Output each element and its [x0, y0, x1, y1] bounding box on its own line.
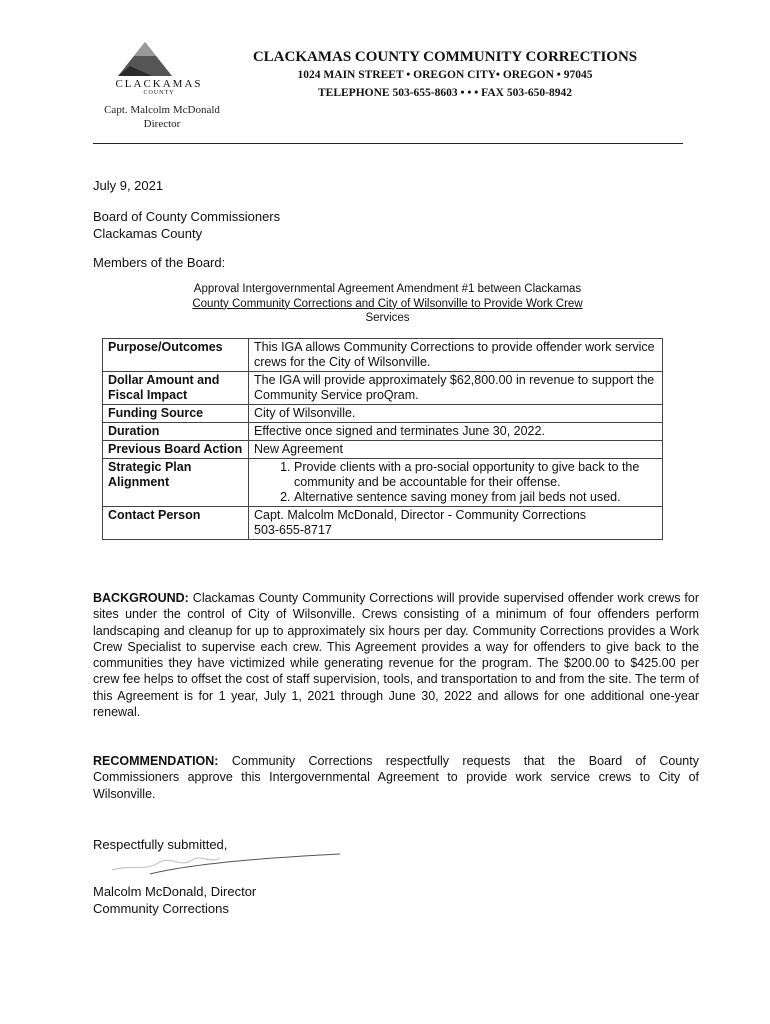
- summary-table: [102, 338, 663, 540]
- background-text: Clackamas County Community Corrections will provide supervised offender work crews for sites under the control of City of Wilsonville. Crews consisting of a minimum of four offenders perform landscaping and cleanup for up to approximately six hours per day. Community Corrections provides a Work Crew Specialist to supervise each crew. This Agreement provides a way for offenders to give back to the communities they have victimized while generating revenue for the program. The $200.00 to $425.00 per crew fee helps to offset the cost of staff supervision, tools, and transportation to and from the site. The term of this Agreement is for 1 year, July 1, 2021 through June 30, 2022 and allows for one additional one-year renewal.: [93, 591, 699, 720]
- org-title: CLACKAMAS COUNTY COMMUNITY CORRECTIONS: [252, 49, 638, 65]
- signer-name: Malcolm McDonald, Director: [93, 884, 257, 899]
- background-paragraph: [93, 590, 699, 720]
- contact-label: Contact Person: [103, 507, 249, 540]
- background-heading: BACKGROUND:: [93, 591, 189, 605]
- recommendation-text: Community Corrections respectfully requests that the Board of County Commissioners approve this Intergovernmental Agreement to provide work service crews to City of Wilsonville.: [93, 754, 699, 801]
- table-row: [103, 441, 663, 459]
- signature: [110, 842, 350, 882]
- contact-name: Capt. Malcolm McDonald, Director - Community Corrections: [254, 508, 587, 522]
- recommendation-paragraph: [93, 753, 699, 802]
- strategic-label: Strategic Plan Alignment: [103, 459, 249, 507]
- recipient-line-2: Clackamas County: [93, 226, 203, 241]
- purpose-value: This IGA allows Community Corrections to provide offender work service crews for the City of Wilsonville.: [249, 339, 663, 372]
- fiscal-label: Dollar Amount and Fiscal Impact: [103, 372, 249, 405]
- table-row: [103, 459, 663, 507]
- signer-department: Community Corrections: [93, 901, 229, 916]
- contact-value: [249, 507, 663, 540]
- purpose-label: Purpose/Outcomes: [103, 339, 249, 372]
- director-title: Director: [143, 118, 181, 130]
- table-row: [103, 507, 663, 540]
- subject-line-1: Approval Intergovernmental Agreement Amendment #1 between Clackamas: [193, 283, 582, 295]
- previous-action-label: Previous Board Action: [103, 441, 249, 459]
- subject-line-2: County Community Corrections and City of Wilsonville to Provide Work Crew: [192, 297, 583, 310]
- table-row: [103, 405, 663, 423]
- table-row: [103, 423, 663, 441]
- funding-label: Funding Source: [103, 405, 249, 423]
- director-name: Capt. Malcolm McDonald: [104, 104, 220, 116]
- funding-value: City of Wilsonville.: [249, 405, 663, 423]
- subject-line-3: Services: [365, 312, 410, 324]
- recipient-line-1: Board of County Commissioners: [93, 209, 281, 224]
- header-divider: [93, 143, 683, 144]
- letter-date: July 9, 2021: [93, 178, 164, 193]
- strategic-item-1: 1. Provide clients with a pro-social opportunity to give back to the community and be accountable for their offense.: [294, 460, 657, 490]
- director-block: [92, 103, 232, 131]
- salutation: Members of the Board:: [93, 255, 226, 270]
- strategic-value: [249, 459, 663, 507]
- strategic-item-2: 2. Alternative sentence saving money from jail beds not used.: [294, 490, 657, 505]
- strategic-list: [254, 460, 657, 505]
- duration-value: Effective once signed and terminates June 30, 2022.: [249, 423, 663, 441]
- valediction: Respectfully submitted,: [93, 837, 228, 852]
- recommendation-heading: RECOMMENDATION:: [93, 754, 219, 768]
- duration-label: Duration: [103, 423, 249, 441]
- fiscal-value: The IGA will provide approximately $62,800.00 in revenue to support the Community Service proQram.: [249, 372, 663, 405]
- table-row: [103, 339, 663, 372]
- table-row: [103, 372, 663, 405]
- logo-subtitle: COUNTY: [143, 90, 175, 96]
- subject-block: [160, 282, 615, 326]
- org-phone-fax: TELEPHONE 503-655-8603 • • • FAX 503-650-8942: [318, 87, 572, 99]
- contact-phone: 503-655-8717: [254, 523, 332, 537]
- org-address: 1024 MAIN STREET • OREGON CITY• OREGON • 97045: [297, 69, 593, 81]
- previous-action-value: New Agreement: [249, 441, 663, 459]
- logo-name: CLACKAMAS: [115, 78, 203, 90]
